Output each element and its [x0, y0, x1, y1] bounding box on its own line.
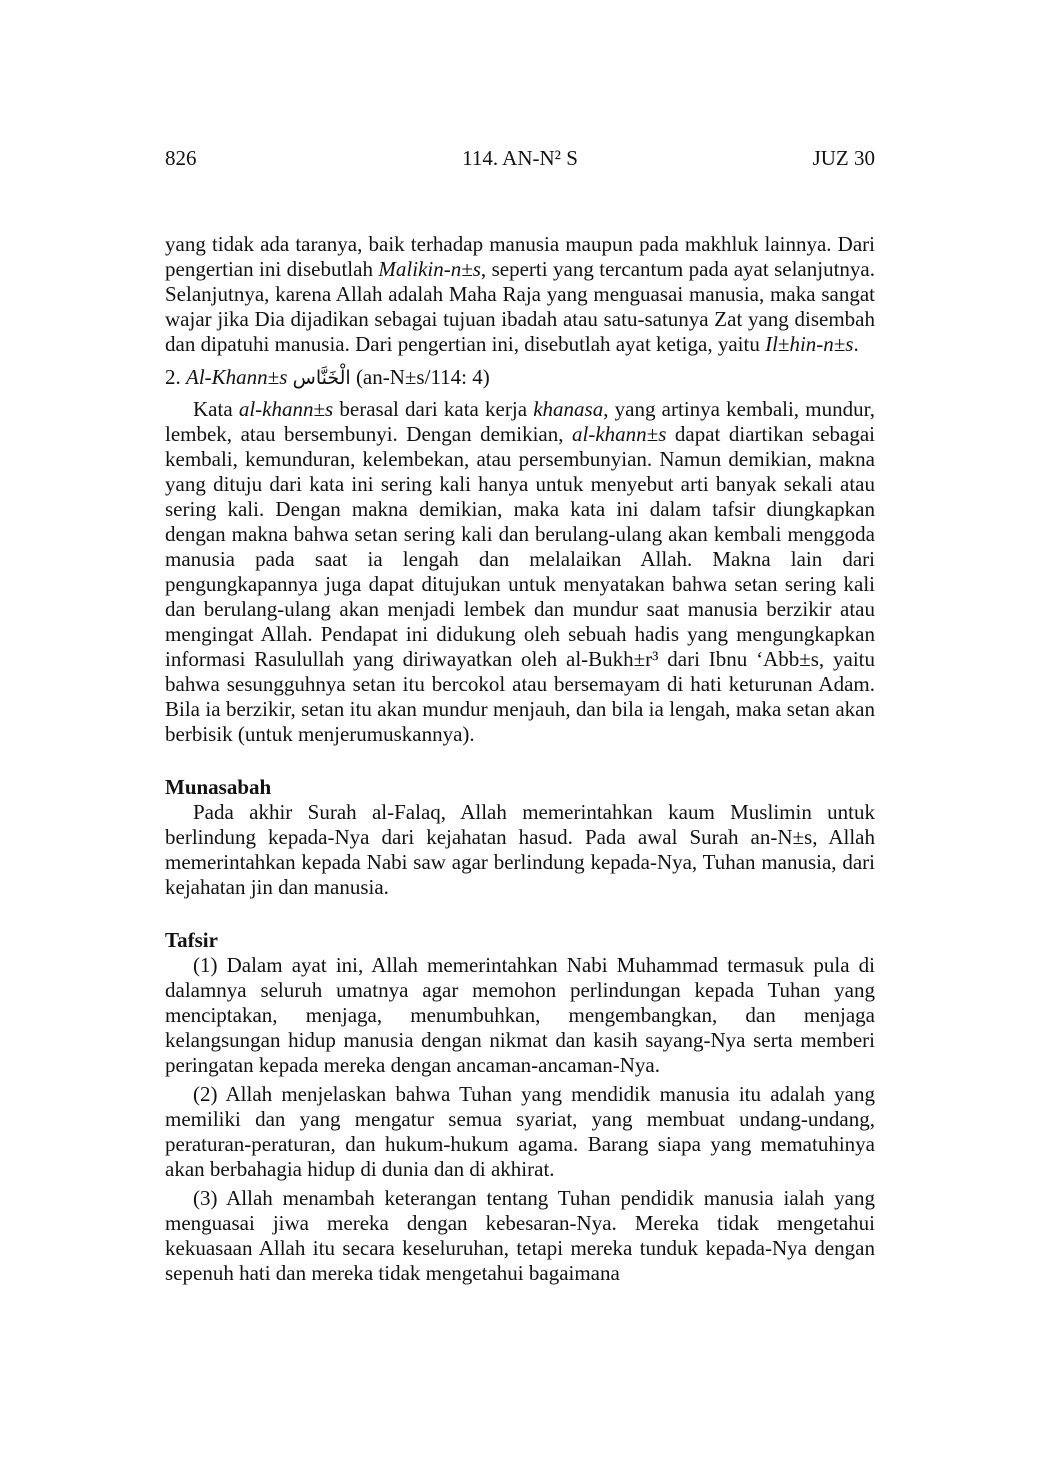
term-arabic: الْخَنَّاس — [292, 367, 351, 389]
term-heading — [165, 365, 875, 391]
term-reference: (an-N±s/114: 4) — [355, 365, 490, 389]
term-explanation: Kata al-khann±s berasal dari kata kerja khanasa, yang artinya kembali, mundur, lembek, atau bersembunyi. Dengan demikian, al-khann±s dapat diartikan sebagai kembali, kemunduran, kelembekan, atau persembunyian. Namun demikian, makna yang dituju dari kata ini sering kali hanya untuk menyebut arti banyak sekali atau sering kali. Dengan makna demikian, maka kata ini dalam tafsir diungkapkan dengan makna bahwa setan sering kali dan berulang-ulang akan kembali menggoda manusia pada saat ia lengah dan melalaikan Allah. Makna lain dari pengungkapannya juga dapat ditujukan untuk menyatakan bahwa setan sering kali dan berulang-ulang akan menjadi lembek dan mundur saat manusia berzikir atau mengingat Allah. Pendapat ini didukung oleh sebuah hadis yang mengungkapkan informasi Rasulullah yang diriwayatkan oleh al-Bukh±r³ dari Ibnu ‘Abb±s, yaitu bahwa sesungguhnya setan itu bercokol atau bersemayam di hati keturunan Adam. Bila ia berzikir, setan itu akan mundur menjauh, dan bila ia lengah, maka setan akan berbisik (untuk menjerumuskannya). — [165, 397, 875, 746]
tafsir-paragraph: (3) Allah menambah keterangan tentang Tuhan pendidik manusia ialah yang menguasai jiwa mereka dengan kebesaran-Nya. Mereka tidak mengetahui kekuasaan Allah itu secara keseluruhan, tetapi mereka tunduk kepada-Nya dengan sepenuh hati dan mereka tidak mengetahui bagaimana — [165, 1186, 875, 1285]
munasabah-paragraph: Pada akhir Surah al-Falaq, Allah memerintahkan kaum Muslimin untuk berlindung kepada-Nya dari kejahatan hasud. Pada awal Surah an-N±s, Allah memerintahkan kepada Nabi saw agar berlindung kepada-Nya, Tuhan manusia, dari kejahatan jin dan manusia. — [165, 800, 875, 899]
page-number: 826 — [165, 146, 197, 170]
tafsir-heading: Tafsir — [165, 928, 218, 952]
page-header — [165, 140, 875, 170]
juz-label: JUZ 30 — [812, 146, 875, 170]
term-name: Al-Khann±s — [186, 365, 288, 389]
document-page — [165, 140, 875, 1286]
tafsir-paragraph: (1) Dalam ayat ini, Allah memerintahkan Nabi Muhammad termasuk pula di dalamnya seluruh umatnya agar memohon perlindungan kepada Tuhan yang menciptakan, menjaga, menumbuhkan, mengembangkan, dan menjaga kelangsungan hidup manusia dengan nikmat dan kasih sayang-Nya serta memberi peringatan kepada mereka dengan ancaman-ancaman-Nya. — [165, 953, 875, 1077]
tafsir-paragraph: (2) Allah menjelaskan bahwa Tuhan yang mendidik manusia itu adalah yang memiliki dan yang mengatur semua syariat, yang membuat undang-undang, peraturan-peraturan, dan hukum-hukum agama. Barang siapa yang mematuhinya akan berbahagia hidup di dunia dan di akhirat. — [165, 1082, 875, 1181]
munasabah-heading: Munasabah — [165, 775, 272, 799]
term-number: 2. — [165, 365, 181, 389]
chapter-title: 114. AN-N² S — [462, 146, 578, 170]
intro-paragraph: yang tidak ada taranya, baik terhadap manusia maupun pada makhluk lainnya. Dari pengertian ini disebutlah Malikin-n±s, seperti yang tercantum pada ayat selanjutnya. Selanjutnya, karena Allah adalah Maha Raja yang menguasai manusia, maka sangat wajar jika Dia dijadikan sebagai tujuan ibadah atau satu-satunya Zat yang disembah dan dipatuhi manusia. Dari pengertian ini, disebutlah ayat ketiga, yaitu Il±hin-n±s. — [165, 232, 875, 356]
